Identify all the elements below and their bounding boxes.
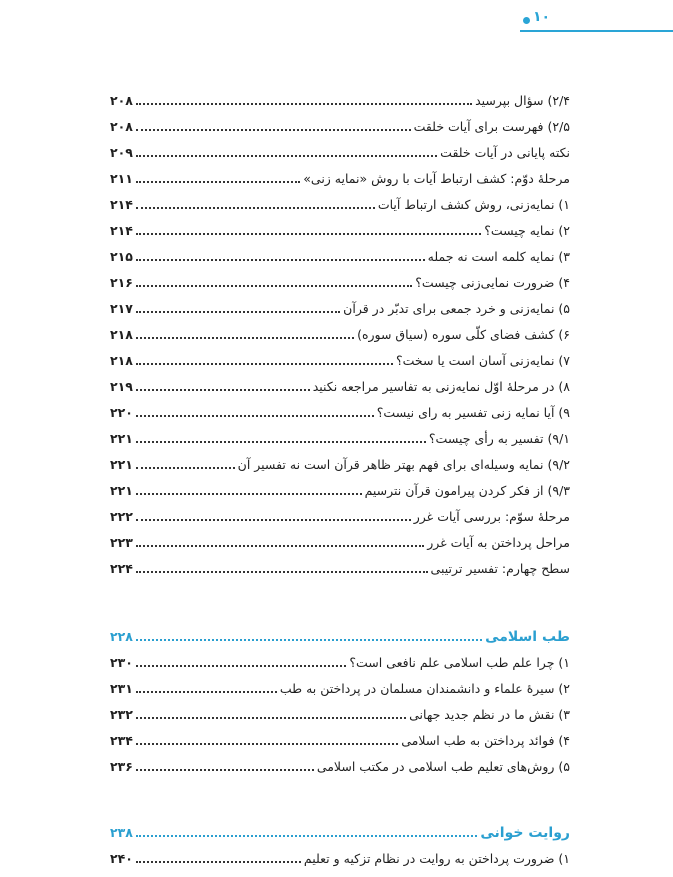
toc-entry[interactable]: ۱) چرا علم طب اسلامی علم نافعی است؟ ۲۳۰ — [110, 655, 570, 670]
dot-leader — [136, 571, 428, 573]
toc-entry[interactable]: مرحلهٔ سوّم: بررسی آیات غرر ۲۲۲ — [110, 509, 570, 524]
toc-entry[interactable]: نکته پایانی در آیات خلقت ۲۰۹ — [110, 145, 570, 160]
dot-leader — [136, 363, 393, 365]
header-rule — [520, 30, 673, 32]
toc-entry[interactable]: سطح چهارم: تفسیر ترتیبی ۲۲۴ — [110, 561, 570, 576]
dot-leader — [136, 207, 375, 209]
dot-leader — [136, 181, 300, 183]
bullet-dot-icon — [523, 17, 530, 24]
toc-entry[interactable]: ۵) نمایه‌زنی و خرد جمعی برای تدبّر در قرآن ۲۱۷ — [110, 301, 570, 316]
toc-section-3 — [110, 814, 570, 868]
toc-entry[interactable]: ۳) نمایه کلمه است نه جمله ۲۱۵ — [110, 249, 570, 264]
toc-entry[interactable]: ۲/۴) سؤال بپرسید ۲۰۸ — [110, 93, 570, 108]
toc-section-1 — [110, 84, 570, 578]
toc-entry[interactable]: مرحلهٔ دوّم: کشف ارتباط آیات با روش «نمایه زنی» ۲۱۱ — [110, 171, 570, 186]
dot-leader — [136, 545, 424, 547]
toc-entry[interactable]: ۴) فوائد پرداختن به طب اسلامی ۲۳۴ — [110, 733, 570, 748]
dot-leader — [136, 467, 235, 469]
dot-leader — [136, 665, 346, 667]
dot-leader — [136, 691, 277, 693]
dot-leader — [136, 519, 411, 521]
page-number: ۱۰ — [533, 9, 551, 25]
dot-leader — [136, 103, 472, 105]
toc-entry[interactable]: ۲) سیرهٔ علماء و دانشمندان مسلمان در پرداختن به طب ۲۳۱ — [110, 681, 570, 696]
dot-leader — [136, 155, 437, 157]
toc-entry[interactable]: ۱) ضرورت پرداختن به روایت در نظام تزکیه و تعلیم ۲۴۰ — [110, 851, 570, 866]
dot-leader — [136, 639, 482, 641]
dot-leader — [136, 233, 481, 235]
section-heading[interactable]: طب اسلامی ۲۲۸ — [110, 629, 570, 645]
toc-entry[interactable]: ۲/۵) فهرست برای آیات خلقت ۲۰۸ — [110, 119, 570, 134]
toc-entry[interactable]: ۸) در مرحلهٔ اوّل نمایه‌زنی به تفاسیر مراجعه نکنید ۲۱۹ — [110, 379, 570, 394]
dot-leader — [136, 743, 398, 745]
toc-entry[interactable]: ۷) نمایه‌زنی آسان است یا سخت؟ ۲۱۸ — [110, 353, 570, 368]
section-heading[interactable]: روایت خوانی ۲۳۸ — [110, 825, 570, 841]
toc-entry[interactable]: مراحل پرداختن به آیات غرر ۲۲۳ — [110, 535, 570, 550]
toc-entry[interactable]: ۳) نقش ما در نظم جدید جهانی ۲۳۲ — [110, 707, 570, 722]
dot-leader — [136, 769, 314, 771]
toc-entry[interactable]: ۶) کشف فضای کلّی سوره (سیاق سوره) ۲۱۸ — [110, 327, 570, 342]
toc-entry[interactable]: ۹/۱) تفسیر به رأی چیست؟ ۲۲۱ — [110, 431, 570, 446]
dot-leader — [136, 311, 340, 313]
dot-leader — [136, 441, 426, 443]
dot-leader — [136, 129, 411, 131]
dot-leader — [136, 861, 301, 863]
page-header — [520, 8, 673, 34]
dot-leader — [136, 389, 310, 391]
dot-leader — [136, 285, 412, 287]
toc-entry[interactable]: ۲) نمایه چیست؟ ۲۱۴ — [110, 223, 570, 238]
dot-leader — [136, 717, 406, 719]
dot-leader — [136, 259, 425, 261]
toc-section-2 — [110, 618, 570, 776]
toc-entry[interactable]: ۴) ضرورت نمایی‌زنی چیست؟ ۲۱۶ — [110, 275, 570, 290]
dot-leader — [136, 415, 374, 417]
dot-leader — [136, 337, 354, 339]
toc-entry[interactable]: ۵) روش‌های تعلیم طب اسلامی در مکتب اسلامی ۲۳۶ — [110, 759, 570, 774]
toc-entry[interactable]: ۹/۳) از فکر کردن پیرامون قرآن نترسیم ۲۲۱ — [110, 483, 570, 498]
dot-leader — [136, 835, 478, 837]
toc-entry[interactable]: ۹) آیا نمایه زنی تفسیر به رای نیست؟ ۲۲۰ — [110, 405, 570, 420]
toc-entry[interactable]: ۱) نمایه‌زنی، روش کشف ارتباط آیات ۲۱۴ — [110, 197, 570, 212]
dot-leader — [136, 493, 362, 495]
toc-entry[interactable]: ۹/۲) نمایه وسیله‌ای برای فهم بهتر ظاهر قرآن است نه تفسیر آن ۲۲۱ — [110, 457, 570, 472]
